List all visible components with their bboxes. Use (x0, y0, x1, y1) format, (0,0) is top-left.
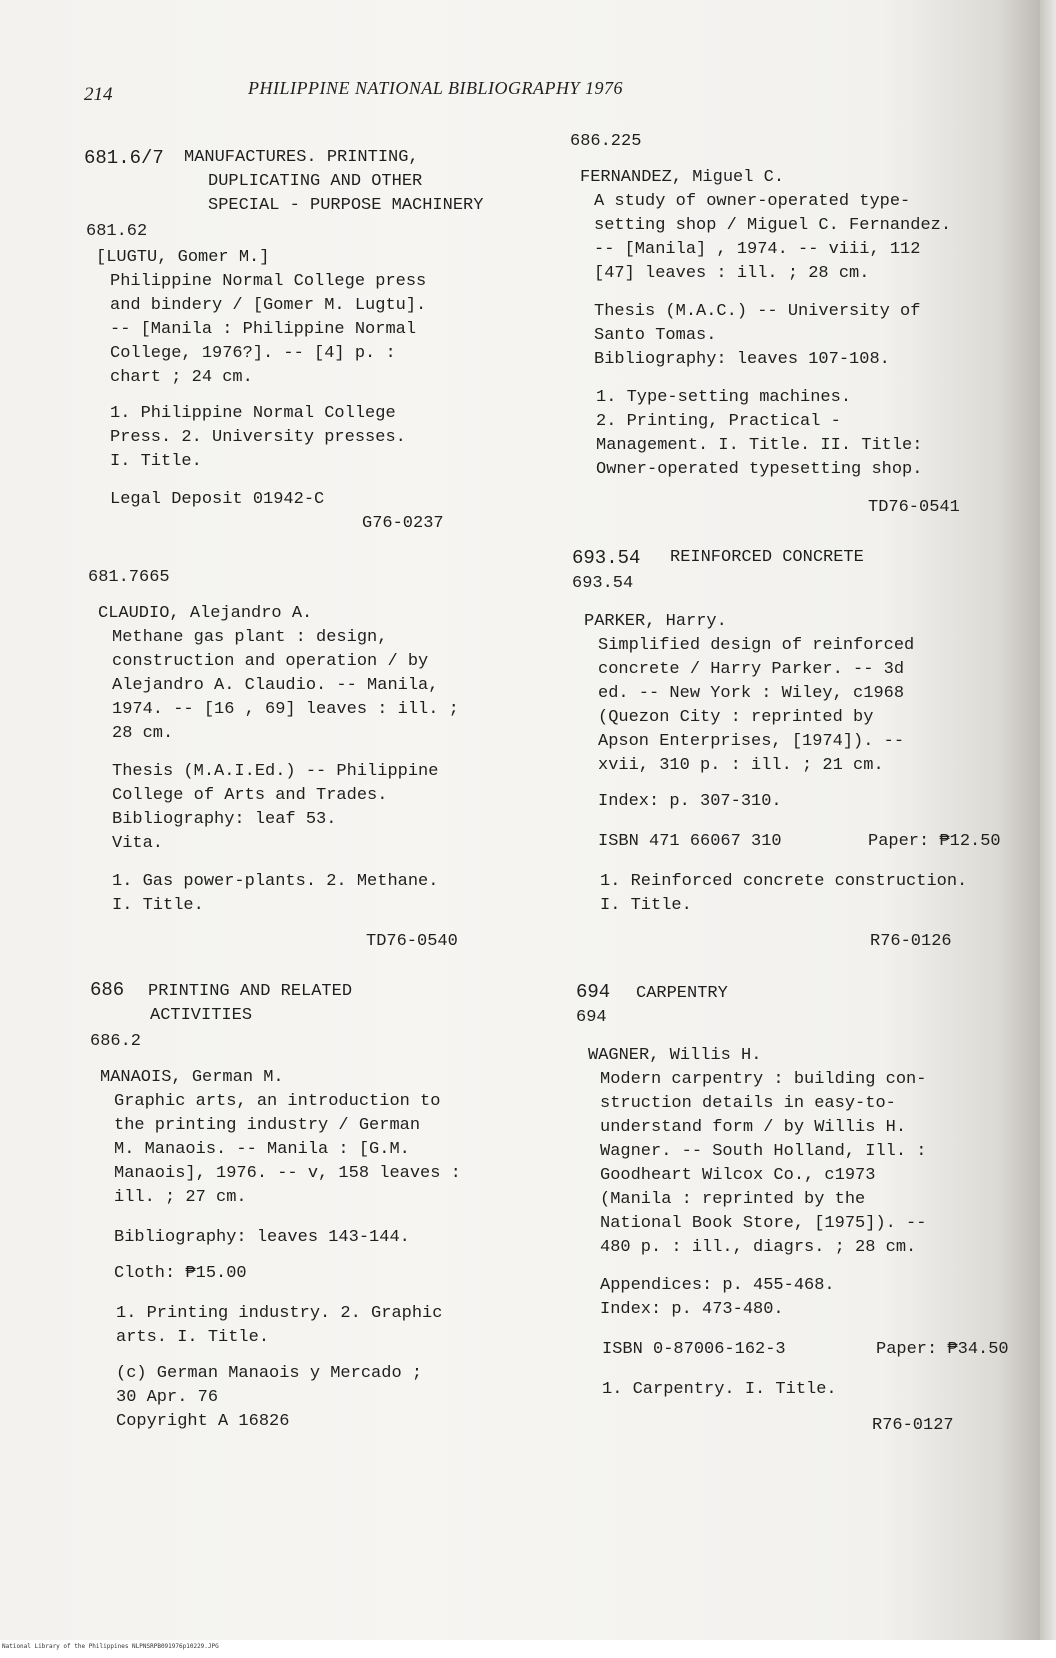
entry-author: CLAUDIO, Alejandro A. (98, 604, 313, 623)
entry-price: Paper: ₱12.50 (868, 832, 1001, 851)
entry-description-line: Apson Enterprises, [1974]). -- (598, 732, 905, 751)
entry-index: Index: p. 307-310. (598, 792, 782, 811)
entry-subject-line: Press. 2. University presses. (110, 428, 406, 447)
entry-note-line: Appendices: p. 455-468. (600, 1276, 835, 1295)
entry-note-line: Bibliography: leaf 53. (112, 810, 337, 829)
class-number: 693.54 (572, 574, 634, 593)
entry-description-line: 28 cm. (112, 724, 174, 743)
entry-subject-line: 2. Printing, Practical - (596, 412, 841, 431)
section-number: 681.6/7 (84, 147, 164, 169)
entry-description-line: (Quezon City : reprinted by (598, 708, 874, 727)
entry-description-line: xvii, 310 p. : ill. ; 21 cm. (598, 756, 884, 775)
entry-description-line: Methane gas plant : design, (112, 628, 388, 647)
entry-note-line: Thesis (M.A.C.) -- University of (594, 302, 921, 321)
entry-record-id: R76-0126 (870, 932, 952, 951)
entry-author: FERNANDEZ, Miguel C. (580, 168, 785, 187)
section-title-line: DUPLICATING AND OTHER (208, 172, 423, 191)
legal-deposit: Legal Deposit 01942-C (110, 490, 325, 509)
entry-subject-line: Management. I. Title. II. Title: (596, 436, 923, 455)
running-title: PHILIPPINE NATIONAL BIBLIOGRAPHY 1976 (248, 78, 623, 98)
section-number: 686 (90, 979, 125, 1001)
entry-description-line: concrete / Harry Parker. -- 3d (598, 660, 905, 679)
entry-description-line: Goodheart Wilcox Co., c1973 (600, 1166, 876, 1185)
entry-note-line: Thesis (M.A.I.Ed.) -- Philippine (112, 762, 439, 781)
entry-description-line: Alejandro A. Claudio. -- Manila, (112, 676, 439, 695)
entry-description-line: Manaois], 1976. -- v, 158 leaves : (114, 1164, 461, 1183)
class-number: 694 (576, 1008, 607, 1027)
section-title-line: MANUFACTURES. PRINTING, (184, 148, 419, 167)
entry-subject-line: I. Title. (110, 452, 202, 471)
entry-subject-line: I. Title. (112, 896, 204, 915)
entry-description-line: A study of owner-operated type- (594, 192, 911, 211)
entry-subject-line: 1. Type-setting machines. (596, 388, 852, 407)
entry-description-line: [47] leaves : ill. ; 28 cm. (594, 264, 870, 283)
entry-author: MANAOIS, German M. (100, 1068, 284, 1087)
class-number: 686.2 (90, 1032, 142, 1051)
class-number: 686.225 (570, 132, 642, 151)
entry-subject-line: 1. Gas power-plants. 2. Methane. (112, 872, 439, 891)
entry-note-line: Vita. (112, 834, 164, 853)
section-title-line: ACTIVITIES (150, 1006, 253, 1025)
section-number: 693.54 (572, 547, 641, 569)
entry-subject-line: 1. Carpentry. I. Title. (602, 1380, 837, 1399)
entry-description-line: chart ; 24 cm. (110, 368, 253, 387)
entry-description-line: M. Manaois. -- Manila : [G.M. (114, 1140, 410, 1159)
entry-subject-line: Owner-operated typesetting shop. (596, 460, 923, 479)
entry-record-id: TD76-0540 (366, 932, 458, 951)
entry-record-id: G76-0237 (362, 514, 444, 533)
page-gutter-shadow (1040, 0, 1056, 1640)
entry-description-line: -- [Manila] , 1974. -- viii, 112 (594, 240, 921, 259)
class-number: 681.7665 (88, 568, 170, 587)
entry-author: WAGNER, Willis H. (588, 1046, 762, 1065)
entry-description-line: (Manila : reprinted by the (600, 1190, 866, 1209)
entry-description-line: 1974. -- [16 , 69] leaves : ill. ; (112, 700, 459, 719)
entry-record-id: R76-0127 (872, 1416, 954, 1435)
entry-description-line: 480 p. : ill., diagrs. ; 28 cm. (600, 1238, 917, 1257)
entry-description-line: and bindery / [Gomer M. Lugtu]. (110, 296, 427, 315)
entry-description-line: -- [Manila : Philippine Normal (110, 320, 417, 339)
entry-description-line: understand form / by Willis H. (600, 1118, 907, 1137)
entry-bibliography: Bibliography: leaves 143-144. (114, 1228, 410, 1247)
entry-subject-line: 1. Printing industry. 2. Graphic (116, 1304, 443, 1323)
entry-note-line: Bibliography: leaves 107-108. (594, 350, 890, 369)
entry-subject-line: arts. I. Title. (116, 1328, 270, 1347)
entry-description-line: Wagner. -- South Holland, Ill. : (600, 1142, 927, 1161)
entry-description-line: setting shop / Miguel C. Fernandez. (594, 216, 952, 235)
entry-price: Cloth: ₱15.00 (114, 1264, 247, 1283)
entry-isbn: ISBN 471 66067 310 (598, 832, 782, 851)
entry-description-line: Philippine Normal College press (110, 272, 427, 291)
section-title-line: PRINTING AND RELATED (148, 982, 353, 1001)
entry-description-line: construction and operation / by (112, 652, 429, 671)
entry-author: PARKER, Harry. (584, 612, 727, 631)
entry-description-line: Simplified design of reinforced (598, 636, 915, 655)
class-number: 681.62 (86, 222, 148, 241)
entry-description-line: College, 1976?]. -- [4] p. : (110, 344, 396, 363)
section-title: REINFORCED CONCRETE (670, 548, 864, 567)
entry-author: [LUGTU, Gomer M.] (96, 248, 270, 267)
footer-credit: National Library of the Philippines NLPNSRPB091976p10229.JPG (2, 1643, 219, 1650)
entry-description-line: the printing industry / German (114, 1116, 421, 1135)
section-title: CARPENTRY (636, 984, 728, 1003)
entry-copyright-line: Copyright A 16826 (116, 1412, 290, 1431)
entry-description-line: National Book Store, [1975]). -- (600, 1214, 927, 1233)
entry-note-line: College of Arts and Trades. (112, 786, 388, 805)
entry-copyright-line: 30 Apr. 76 (116, 1388, 219, 1407)
entry-note-line: Santo Tomas. (594, 326, 717, 345)
entry-description-line: Modern carpentry : building con- (600, 1070, 927, 1089)
entry-price: Paper: ₱34.50 (876, 1340, 1009, 1359)
section-number: 694 (576, 981, 611, 1003)
entry-description-line: ill. ; 27 cm. (114, 1188, 247, 1207)
page-number: 214 (84, 84, 113, 105)
entry-note-line: Index: p. 473-480. (600, 1300, 784, 1319)
entry-subject-line: 1. Reinforced concrete construction. (600, 872, 968, 891)
section-title-line: SPECIAL - PURPOSE MACHINERY (208, 196, 484, 215)
entry-description-line: struction details in easy-to- (600, 1094, 896, 1113)
entry-description-line: ed. -- New York : Wiley, c1968 (598, 684, 905, 703)
entry-isbn: ISBN 0-87006-162-3 (602, 1340, 786, 1359)
entry-subject-line: I. Title. (600, 896, 692, 915)
entry-copyright-line: (c) German Manaois y Mercado ; (116, 1364, 423, 1383)
entry-record-id: TD76-0541 (868, 498, 960, 517)
entry-subject-line: 1. Philippine Normal College (110, 404, 396, 423)
entry-description-line: Graphic arts, an introduction to (114, 1092, 441, 1111)
